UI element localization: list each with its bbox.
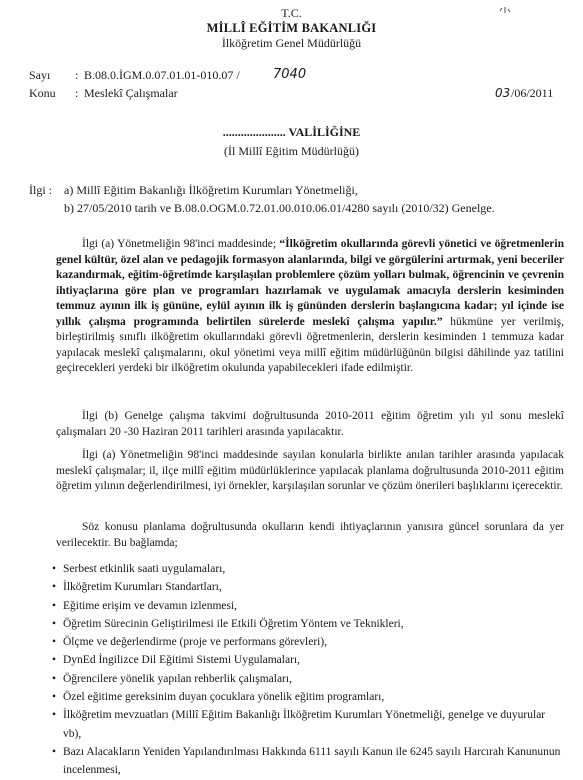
konu-label: Konu (29, 86, 56, 100)
list-item: • DynEd İngilizce Dil Eğitimi Sistemi Uygulamaları, (52, 651, 562, 669)
header-ministry: MİLLÎ EĞİTİM BAKANLIĞI (206, 21, 377, 35)
list-item: • Öğrencilere yönelik yapılan rehberlik çalışmaları, (52, 670, 562, 688)
sayi-separator: : (75, 68, 79, 82)
paragraph-3: İlgi (a) Yönetmeliğin 98'inci maddesinde sayılan konularla birlikte anılan tarihler arasında yapılacak meslekî çalışmalar; il, ilçe millî eğitim müdürlüklerince yapılacak planlama doğrultusunda 2010-2011 eğitim öğretim yılının değerlendirilmesi, iyi örnekler, karşılaşılan sorunlar ve çözüm önerileri başlıklarını içerecektir. (56, 449, 564, 492)
date-printed: /06/2011 (511, 86, 554, 100)
sayi-label: Sayı (29, 68, 51, 82)
list-item: • Bazı Alacakların Yeniden Yapılandırılması Hakkında 6111 sayılı Kanun ile 6245 sayılı Harcırah Kanununun incelenmesi, (52, 743, 562, 780)
ilgi-label: İlgi : (29, 183, 52, 197)
addressee-line1: ..................... VALİLİĞİNE (222, 125, 361, 139)
konu-value: Meslekî Çalışmalar (84, 86, 178, 100)
paragraph-2: İlgi (b) Genelge çalışma takvimi doğrultusunda 2010-2011 eğitim öğretim yılı yıl sonu meslekî çalışmaları 20 -30 Haziran 2011 tarihleri arasında yapılacaktır. (56, 410, 564, 438)
paragraph-1-intro: İlgi (a) Yönetmeliğin 98'inci maddesinde; (82, 238, 277, 250)
header-directorate: İlköğretim Genel Müdürlüğü (221, 36, 362, 50)
sayi-value: B.08.0.İGM.0.07.01.01-010.07 / (84, 68, 240, 82)
konu-separator: : (75, 86, 79, 100)
ilgi-b: b) 27/05/2010 tarih ve B.08.0.OGM.0.72.01.00.010.06.01/4280 sayılı (2010/32) Genelge. (64, 201, 495, 215)
header-tc: T.C. (281, 6, 302, 20)
list-item: • Eğitime erişim ve devamın izlenmesi, (52, 597, 562, 615)
addressee-line2: (İl Millî Eğitim Müdürlüğü) (224, 144, 359, 158)
list-item: • Serbest etkinlik saati uygulamaları, (52, 560, 562, 578)
paragraph-4: Söz konusu planlama doğrultusunda okulların kendi ihtiyaçlarının yanısıra güncel sorunlara da yer verilecektir. Bu bağlamda; (56, 521, 564, 549)
paragraph-1-rest: hükmüne yer verilmiş, birleştirilmiş sınıflı ilköğretim okullarındaki görevli öğretmenlerin, derslerin kesiminden 1 temmuza kadar yapılacak meslekî çalışmalarını, okul yönetimi veya millî eğitim müdürlüğünün bilgisi dâhilinde yaz tatilini geçirecekleri yerdeki bir ilköğretim okulunda yapabilecekleri ifade edilmiştir. (56, 315, 564, 374)
topic-list (52, 560, 562, 780)
list-item: • İlköğretim mevzuatları (Millî Eğitim Bakanlığı İlköğretim Kurumları Yönetmeliği, genelge ve duyurular vb), (52, 706, 562, 743)
paragraph-1 (56, 237, 564, 377)
list-item: • Özel eğitime gereksinim duyan çocuklara yönelik eğitim programları, (52, 688, 562, 706)
list-item: • Öğretim Sürecinin Geliştirilmesi ile Etkili Öğretim Yöntem ve Teknikleri, (52, 615, 562, 633)
list-item: • İlköğretim Kurumları Standartları, (52, 578, 562, 596)
paragraph-1-quote: “İlköğretim okullarında görevli yönetici ve öğretmenlerin genel kültür, özel alan ve pedagojik formasyon alanlarında, bilgi ve görgülerini artırmak, yeni beceriler kazandırmak, eğitim-öğretimde karşılaşılan problemlere çözüm yolları bulmak, öğrencinin ve çevrenin ihtiyaçlarına göre plan ve programları hazırlamak ve uygulamak amacıyla derslerin kesiminden temmuz ayının ilk iş gününe, eylül ayının ilk iş gününden derslerin başlangıcına kadar; yıl içinde ise yıllık çalışma programında belirtilen sürelerde meslekî çalışma yapılır.” (56, 238, 565, 328)
date-handwritten: 03 (495, 86, 511, 100)
ilgi-a: a) Millî Eğitim Bakanlığı İlköğretim Kurumları Yönetmeliği, (64, 183, 358, 197)
list-item: • Ölçme ve değerlendirme (proje ve performans görevleri), (52, 633, 562, 651)
sayi-handwritten: 7040 (273, 67, 307, 82)
